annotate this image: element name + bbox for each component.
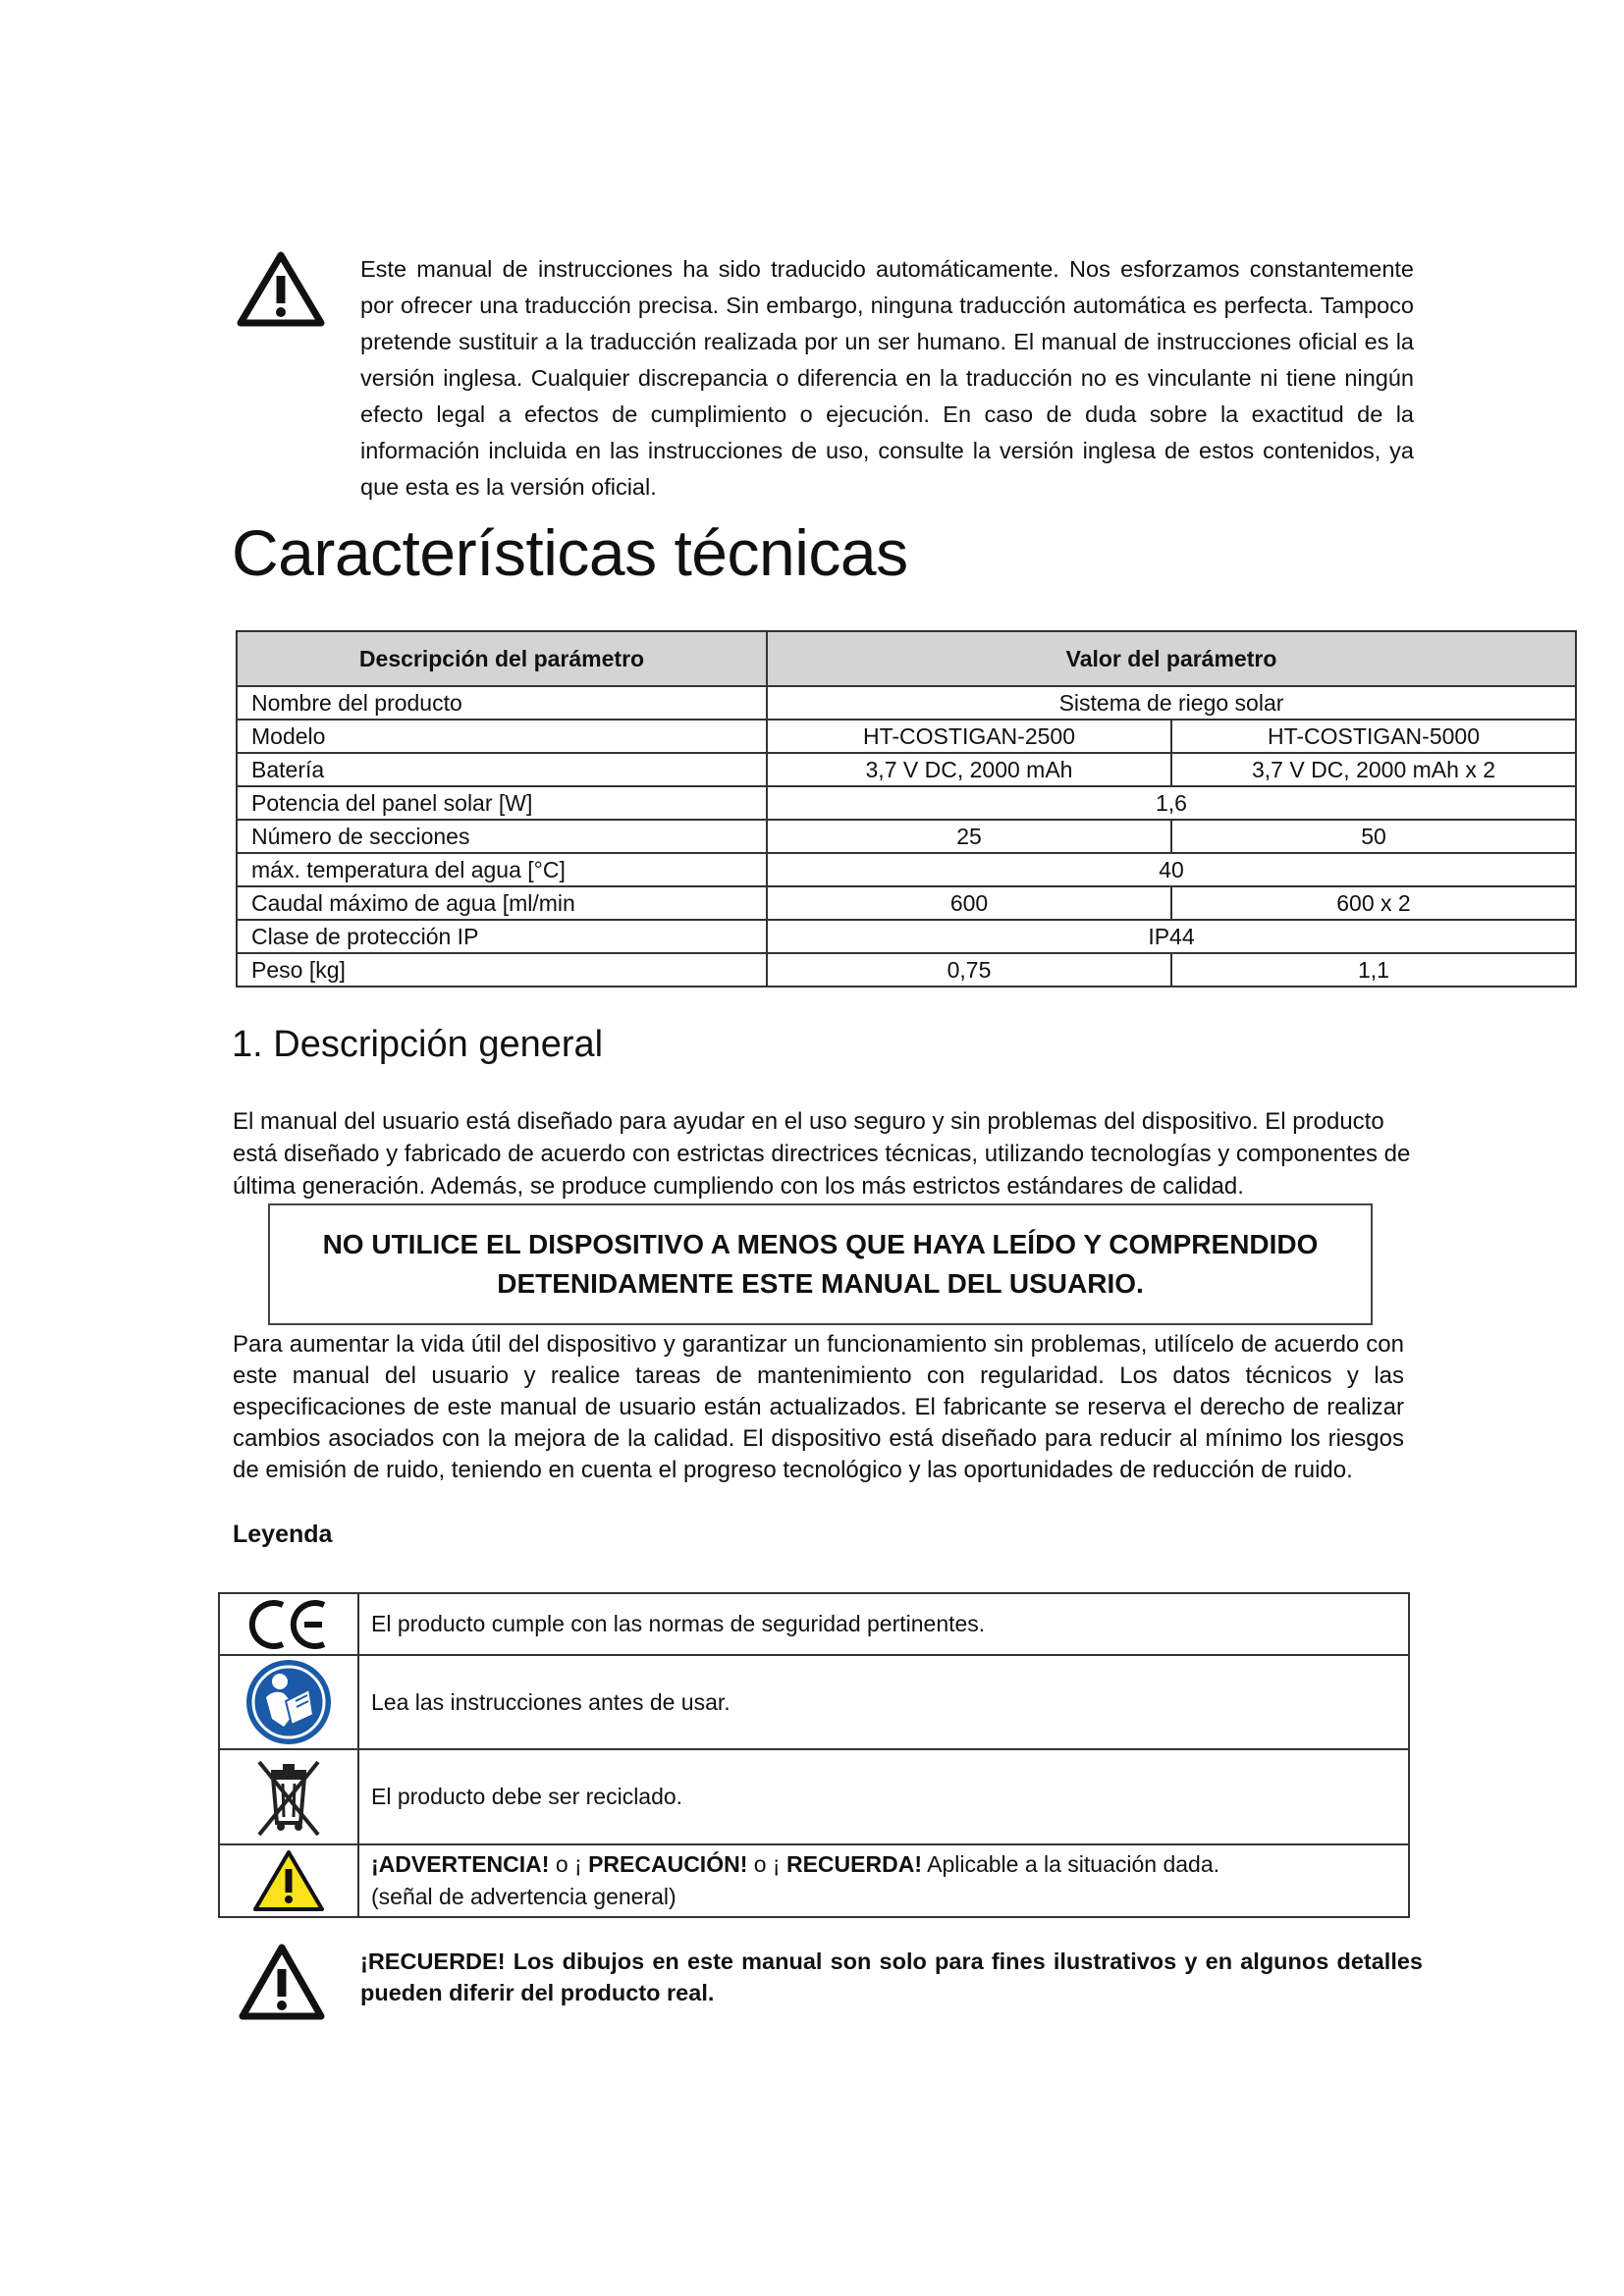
legend-text-read: Lea las instrucciones antes de usar. <box>371 1688 731 1715</box>
notice-line-1: NO UTILICE EL DISPOSITIVO A MENOS QUE HAYA LEÍDO Y COMPRENDIDO <box>322 1229 1319 1259</box>
table-row <box>237 686 1576 720</box>
header-value: Valor del parámetro <box>767 631 1576 686</box>
table-row <box>237 753 1576 786</box>
notice-box <box>268 1203 1373 1325</box>
legend-title: Leyenda <box>233 1521 333 1548</box>
table-row <box>237 920 1576 953</box>
row-value-b: 50 <box>1171 820 1576 853</box>
table-row <box>237 853 1576 886</box>
legend-text-warning <box>359 1845 1408 1916</box>
legend-row-warning <box>220 1843 1408 1916</box>
row-label: máx. temperatura del agua [°C] <box>237 853 767 886</box>
row-label: Potencia del panel solar [W] <box>237 786 767 820</box>
read-manual-icon <box>220 1656 359 1748</box>
warning-line <box>371 1848 1396 1881</box>
row-value: Sistema de riego solar <box>767 686 1576 720</box>
usage-paragraph: Para aumentar la vida útil del dispositivo y garantizar un funcionamiento sin problemas, utilícelo de acuerdo con este manual del usuario y realice tareas de mantenimiento con regularidad. Los datos técnicos y las especificaciones de este manual de usuario están actualizados. El fabricante se reserva el derecho de realizar cambios asociados con la mejora de la calidad. El dispositivo está diseñado para reducir al mínimo los riesgos de emisión de ruido, teniendo en cuenta el progreso tecnológico y las oportunidades de reducción de ruido. <box>233 1331 1404 1483</box>
table-row <box>237 953 1576 987</box>
row-value-a: 0,75 <box>767 953 1171 987</box>
legend-text-recycle: El producto debe ser reciclado. <box>371 1784 683 1809</box>
row-label: Número de secciones <box>237 820 767 853</box>
row-label: Modelo <box>237 720 767 753</box>
row-value-b: 3,7 V DC, 2000 mAh x 2 <box>1171 753 1576 786</box>
table-row <box>237 820 1576 853</box>
legend-row-recycle <box>220 1748 1408 1843</box>
row-value-a: 3,7 V DC, 2000 mAh <box>767 753 1171 786</box>
warning-triangle-icon <box>239 1942 325 2022</box>
row-value-b: 1,1 <box>1171 953 1576 987</box>
warning-sep: o ¡ <box>549 1851 589 1877</box>
row-label: Clase de protección IP <box>237 920 767 953</box>
warning-sep: o ¡ <box>747 1851 786 1877</box>
warning-tail: Aplicable a la situación dada. <box>921 1851 1220 1877</box>
row-value: 40 <box>767 853 1576 886</box>
remember-note: ¡RECUERDE! Los dibujos en este manual son solo para fines ilustrativos y en algunos detalles pueden diferir del producto real. <box>360 1949 1423 2005</box>
row-value-b: HT-COSTIGAN-5000 <box>1171 720 1576 753</box>
header-param: Descripción del parámetro <box>237 631 767 686</box>
specs-table <box>236 630 1577 988</box>
legend-table <box>218 1592 1410 1918</box>
translation-disclaimer: Este manual de instrucciones ha sido traducido automáticamente. Nos esforzamos constantemente por ofrecer una traducción precisa. Sin embargo, ninguna traducción automática es perfecta. Tampoco pretende sustituir a la traducción realizada por un ser humano. El manual de instrucciones oficial es la versión inglesa. Cualquier discrepancia o diferencia en la traducción no es vinculante ni tiene ningún efecto legal a efectos de cumplimiento o ejecución. En caso de duda sobre la exactitud de la información incluida en las instrucciones de uso, consulte la versión inglesa de estos contenidos, ya que esta es la versión oficial. <box>360 256 1414 500</box>
caution-label: PRECAUCIÓN! <box>588 1851 748 1877</box>
row-value: IP44 <box>767 920 1576 953</box>
warning-label: ¡ADVERTENCIA! <box>371 1851 550 1877</box>
legend-text-ce: El producto cumple con las normas de seguridad pertinentes. <box>371 1611 986 1636</box>
notice-line-2: DETENIDAMENTE ESTE MANUAL DEL USUARIO. <box>497 1268 1144 1299</box>
remember-label: RECUERDA! <box>785 1851 922 1877</box>
row-label: Peso [kg] <box>237 953 767 987</box>
crossed-bin-icon <box>220 1750 359 1843</box>
yellow-warning-icon <box>220 1845 359 1916</box>
table-header-row <box>237 631 1576 686</box>
warning-triangle-icon <box>237 249 325 328</box>
row-value-a: 600 <box>767 886 1171 920</box>
legend-row-ce <box>220 1594 1408 1654</box>
warning-subline: (señal de advertencia general) <box>371 1884 677 1909</box>
row-label: Batería <box>237 753 767 786</box>
table-row <box>237 886 1576 920</box>
page-title: Características técnicas <box>232 516 908 589</box>
row-label: Caudal máximo de agua [ml/min <box>237 886 767 920</box>
section-heading: 1. Descripción general <box>232 1024 604 1065</box>
intro-paragraph: El manual del usuario está diseñado para ayudar en el uso seguro y sin problemas del dispositivo. El producto está diseñado y fabricado de acuerdo con estrictas directrices técnicas, utilizando tecnologías y componentes de última generación. Además, se produce cumpliendo con los más estrictos estándares de calidad. <box>233 1108 1411 1200</box>
legend-row-read <box>220 1654 1408 1748</box>
row-value-b: 600 x 2 <box>1171 886 1576 920</box>
row-value: 1,6 <box>767 786 1576 820</box>
row-label: Nombre del producto <box>237 686 767 720</box>
ce-mark-icon <box>220 1594 359 1654</box>
row-value-a: 25 <box>767 820 1171 853</box>
table-row <box>237 786 1576 820</box>
row-value-a: HT-COSTIGAN-2500 <box>767 720 1171 753</box>
table-row <box>237 720 1576 753</box>
